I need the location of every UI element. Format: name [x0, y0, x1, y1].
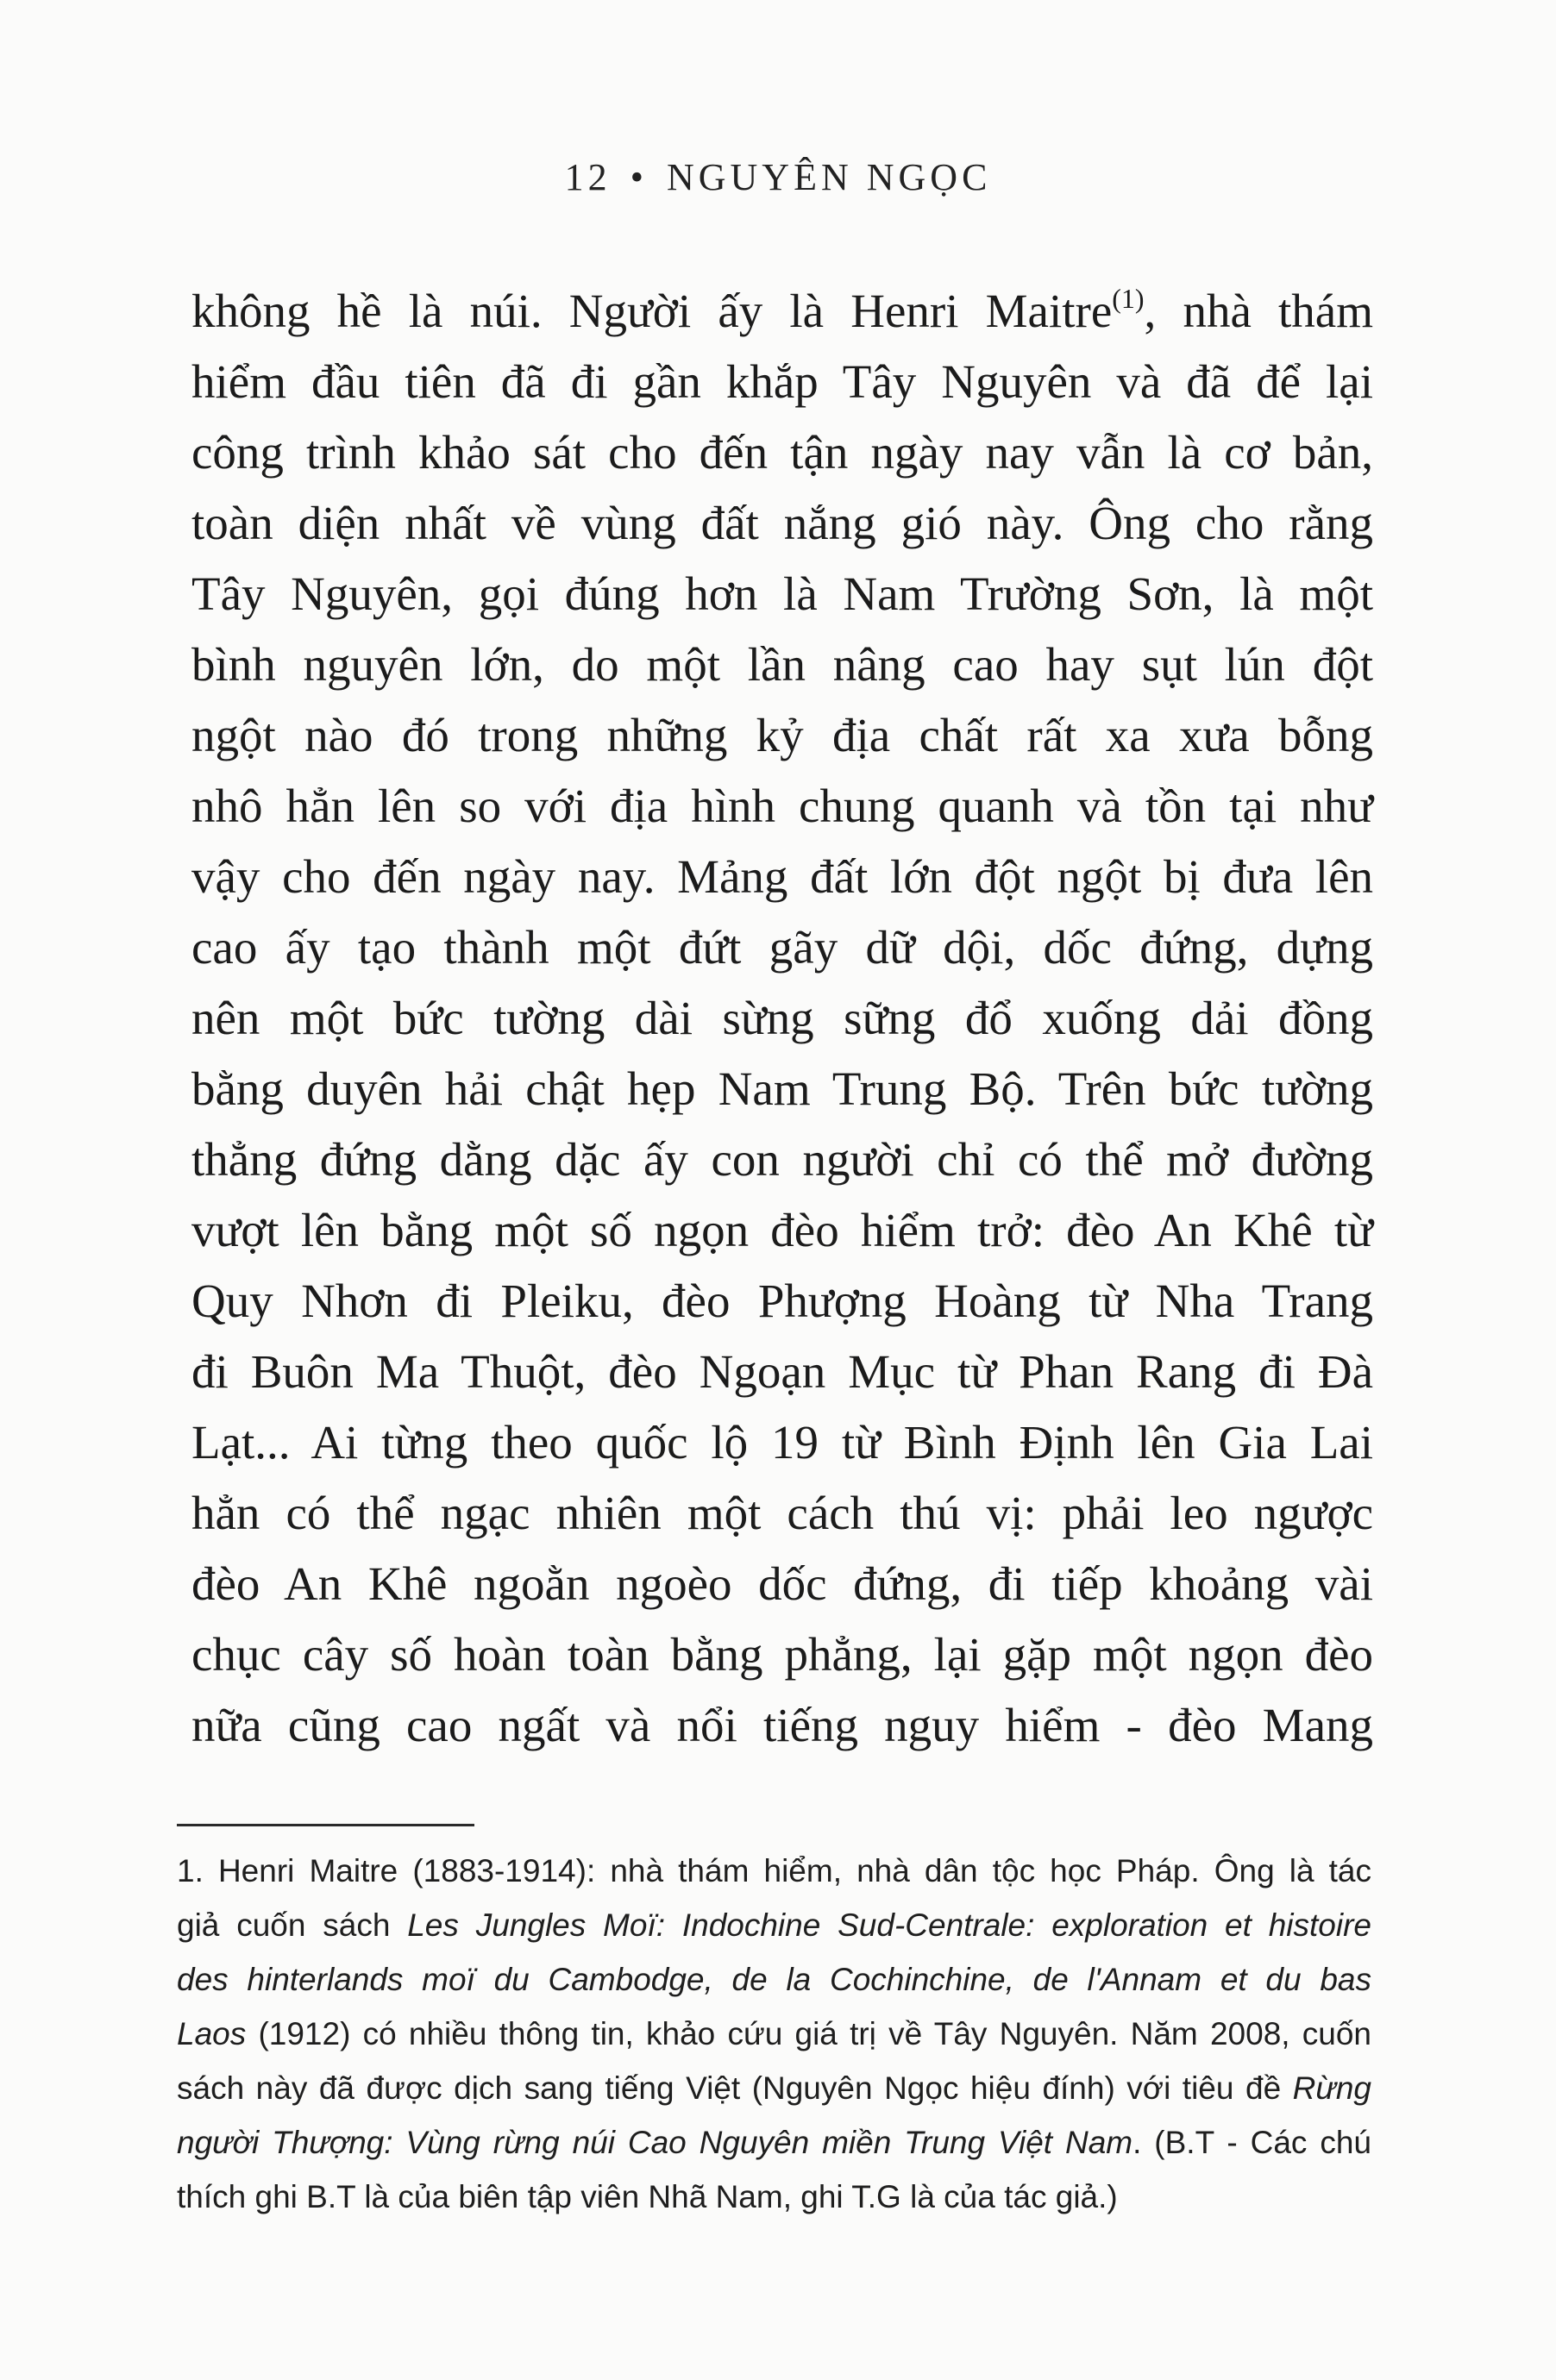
body-line: đèo An Khê ngoằn ngoèo dốc đứng, đi tiếp khoảng vài: [191, 1557, 1373, 1610]
body-line: nhô hẳn lên so với địa hình chung quanh và tồn tại như: [191, 780, 1373, 832]
body-line: ngột nào đó trong những kỷ địa chất rất xa xưa bỗng: [191, 709, 1373, 761]
body-line: nên một bức tường dài sừng sững đổ xuống dải đồng: [191, 992, 1373, 1044]
body-line: thẳng đứng dằng dặc ấy con người chỉ có thể mở đường: [191, 1133, 1373, 1186]
author-name: NGUYÊN NGỌC: [666, 156, 992, 198]
footnote-text: giả cuốn sách: [177, 1907, 408, 1943]
footnote: [177, 1844, 1371, 2224]
body-line: Quy Nhơn đi Pleiku, đèo Phượng Hoàng từ Nha Trang: [191, 1275, 1373, 1327]
footnote-line: [177, 2061, 1371, 2115]
body-line: đi Buôn Ma Thuột, đèo Ngoạn Mục từ Phan Rang đi Đà: [191, 1345, 1373, 1398]
footnote-translated-title: Rừng: [1292, 2070, 1371, 2106]
footnote-book-title: Laos: [177, 2016, 247, 2051]
body-line: công trình khảo sát cho đến tận ngày nay vẫn là cơ bản,: [191, 426, 1373, 479]
body-line: vượt lên bằng một số ngọn đèo hiểm trở: đèo An Khê từ: [191, 1204, 1373, 1256]
body-line: bằng duyên hải chật hẹp Nam Trung Bộ. Trên bức tường: [191, 1062, 1373, 1115]
body-line: Lạt... Ai từng theo quốc lộ 19 từ Bình Định lên Gia Lai: [191, 1416, 1373, 1469]
footnote-line: thích ghi B.T là của biên tập viên Nhã Nam, ghi T.G là của tác giả.): [177, 2179, 1118, 2214]
body-line: toàn diện nhất về vùng đất nắng gió này. Ông cho rằng: [191, 497, 1373, 549]
footnote-line: 1. Henri Maitre (1883-1914): nhà thám hiểm, nhà dân tộc học Pháp. Ông là tác: [177, 1853, 1371, 1888]
page-number: 12: [564, 156, 612, 198]
body-line: vậy cho đến ngày nay. Mảng đất lớn đột ngột bị đưa lên: [191, 850, 1373, 903]
footnote-line: [177, 1952, 1371, 2007]
running-head: [0, 155, 1556, 199]
footnote-line: [177, 1898, 1371, 1952]
footnote-book-title: des hinterlands moï du Cambodge, de la Cochinchine, de l'Annam et du bas: [177, 1962, 1371, 1997]
footnote-translated-title: người Thượng: Vùng rừng núi Cao Nguyên miền Trung Việt Nam: [177, 2125, 1133, 2160]
body-line: hiểm đầu tiên đã đi gần khắp Tây Nguyên và đã để lại: [191, 355, 1373, 408]
body-line-end: , nhà thám: [1144, 285, 1373, 337]
footnote-line: [177, 2007, 1371, 2061]
body-line: [191, 276, 1373, 347]
footnote-text: . (B.T - Các chú: [1132, 2125, 1371, 2160]
body-line: hẳn có thể ngạc nhiên một cách thú vị: phải leo ngược: [191, 1487, 1373, 1539]
body-line: nữa cũng cao ngất và nổi tiếng nguy hiểm - đèo Mang: [191, 1699, 1373, 1751]
body-line: Tây Nguyên, gọi đúng hơn là Nam Trường Sơn, là một: [191, 567, 1373, 620]
body-text: [191, 276, 1373, 1761]
header-separator: •: [630, 156, 648, 198]
body-line: cao ấy tạo thành một đứt gãy dữ dội, dốc đứng, dựng: [191, 921, 1373, 974]
body-line: chục cây số hoàn toàn bằng phẳng, lại gặp một ngọn đèo: [191, 1628, 1373, 1681]
footnote-divider: [177, 1824, 474, 1826]
footnote-reference[interactable]: (1): [1112, 283, 1145, 314]
body-line: bình nguyên lớn, do một lần nâng cao hay sụt lún đột: [191, 638, 1373, 691]
footnote-book-title: Les Jungles Moï: Indochine Sud-Centrale: exploration et histoire: [407, 1907, 1372, 1943]
footnote-text: (1912) có nhiều thông tin, khảo cứu giá trị về Tây Nguyên. Năm 2008, cuốn: [246, 2016, 1371, 2051]
footnote-text: sách này đã được dịch sang tiếng Việt (Nguyên Ngọc hiệu đính) với tiêu đề: [177, 2070, 1293, 2106]
body-line-start: không hề là núi. Người ấy là Henri Maitre: [191, 285, 1113, 337]
footnote-line: [177, 2115, 1371, 2170]
